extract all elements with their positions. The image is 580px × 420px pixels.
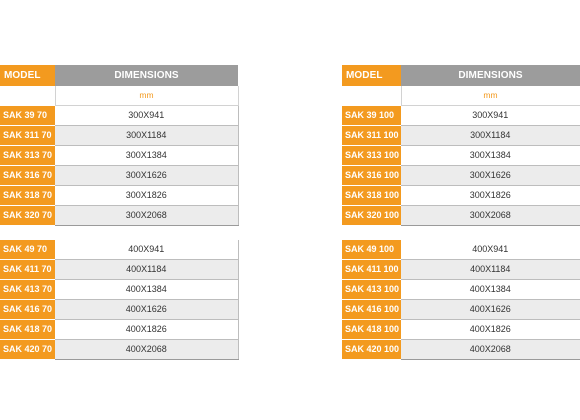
dimension-cell: 400X1826: [401, 320, 580, 340]
table-row: [342, 126, 580, 146]
table-row: [0, 126, 238, 146]
dimension-cell: 400X1384: [55, 280, 238, 300]
dimension-cell: 300X1384: [401, 146, 580, 166]
model-cell: SAK 411 100: [342, 260, 401, 280]
table-row: [0, 106, 238, 126]
model-cell: SAK 420 100: [342, 340, 401, 360]
dimension-cell: 400X1184: [55, 260, 238, 280]
table-row: [0, 206, 238, 226]
dimension-cell: 300X1184: [55, 126, 238, 146]
model-cell: SAK 313 70: [0, 146, 55, 166]
right-spec-table-top: [342, 65, 580, 226]
dimension-cell: 400X941: [401, 240, 580, 260]
model-cell: SAK 39 70: [0, 106, 55, 126]
model-cell: SAK 313 100: [342, 146, 401, 166]
table-row: [0, 146, 238, 166]
table-row: [342, 340, 580, 360]
model-cell: SAK 320 70: [0, 206, 55, 226]
unit-label: mm: [55, 86, 238, 106]
dimension-cell: 400X2068: [55, 340, 238, 360]
table-row: [342, 166, 580, 186]
table-row: [342, 206, 580, 226]
dimension-cell: 400X1826: [55, 320, 238, 340]
dimension-cell: 300X1626: [401, 166, 580, 186]
model-cell: SAK 413 100: [342, 280, 401, 300]
table-row: [0, 340, 238, 360]
dimension-cell: 400X941: [55, 240, 238, 260]
left-spec-table-bottom: [0, 240, 239, 360]
dimension-cell: 300X1184: [401, 126, 580, 146]
dimension-cell: 300X2068: [55, 206, 238, 226]
model-cell: SAK 320 100: [342, 206, 401, 226]
model-cell: SAK 318 100: [342, 186, 401, 206]
dimension-cell: 300X2068: [401, 206, 580, 226]
dimension-cell: 400X1626: [55, 300, 238, 320]
model-cell: SAK 316 100: [342, 166, 401, 186]
table-row: [0, 240, 238, 260]
model-cell: SAK 411 70: [0, 260, 55, 280]
unit-blank-cell: [0, 86, 55, 106]
dimension-cell: 400X1626: [401, 300, 580, 320]
model-cell: SAK 416 100: [342, 300, 401, 320]
unit-row: [0, 86, 238, 106]
dimensions-column-header: DIMENSIONS: [401, 65, 580, 86]
unit-label: mm: [401, 86, 580, 106]
table-row: [342, 240, 580, 260]
dimension-cell: 400X1184: [401, 260, 580, 280]
table-row: [0, 300, 238, 320]
model-cell: SAK 316 70: [0, 166, 55, 186]
table-row: [0, 260, 238, 280]
model-cell: SAK 416 70: [0, 300, 55, 320]
table-row: [0, 320, 238, 340]
model-cell: SAK 318 70: [0, 186, 55, 206]
dimension-cell: 300X1826: [401, 186, 580, 206]
model-cell: SAK 39 100: [342, 106, 401, 126]
table-header-row: [0, 65, 238, 86]
table-row: [342, 146, 580, 166]
table-row: [342, 260, 580, 280]
dimension-cell: 400X2068: [401, 340, 580, 360]
dimension-cell: 300X1626: [55, 166, 238, 186]
table-row: [0, 280, 238, 300]
unit-blank-cell: [342, 86, 401, 106]
right-spec-table-bottom: [342, 240, 580, 360]
table-body: [0, 106, 238, 226]
table-row: [342, 106, 580, 126]
model-cell: SAK 420 70: [0, 340, 55, 360]
model-cell: SAK 418 70: [0, 320, 55, 340]
table-header-row: [342, 65, 580, 86]
model-cell: SAK 311 70: [0, 126, 55, 146]
dimensions-column-header: DIMENSIONS: [55, 65, 238, 86]
table-row: [0, 166, 238, 186]
model-cell: SAK 413 70: [0, 280, 55, 300]
dimension-cell: 400X1384: [401, 280, 580, 300]
model-cell: SAK 311 100: [342, 126, 401, 146]
dimension-cell: 300X1826: [55, 186, 238, 206]
table-body: [0, 240, 238, 360]
table-row: [342, 300, 580, 320]
table-row: [342, 280, 580, 300]
table-row: [342, 186, 580, 206]
dimension-cell: 300X941: [401, 106, 580, 126]
unit-row: [342, 86, 580, 106]
table-row: [0, 186, 238, 206]
left-spec-table-top: [0, 65, 239, 226]
table-row: [342, 320, 580, 340]
dimension-cell: 300X1384: [55, 146, 238, 166]
model-column-header: MODEL: [342, 65, 401, 86]
model-column-header: MODEL: [0, 65, 55, 86]
model-cell: SAK 418 100: [342, 320, 401, 340]
dimension-cell: 300X941: [55, 106, 238, 126]
table-body: [342, 240, 580, 360]
model-cell: SAK 49 100: [342, 240, 401, 260]
table-body: [342, 106, 580, 226]
model-cell: SAK 49 70: [0, 240, 55, 260]
